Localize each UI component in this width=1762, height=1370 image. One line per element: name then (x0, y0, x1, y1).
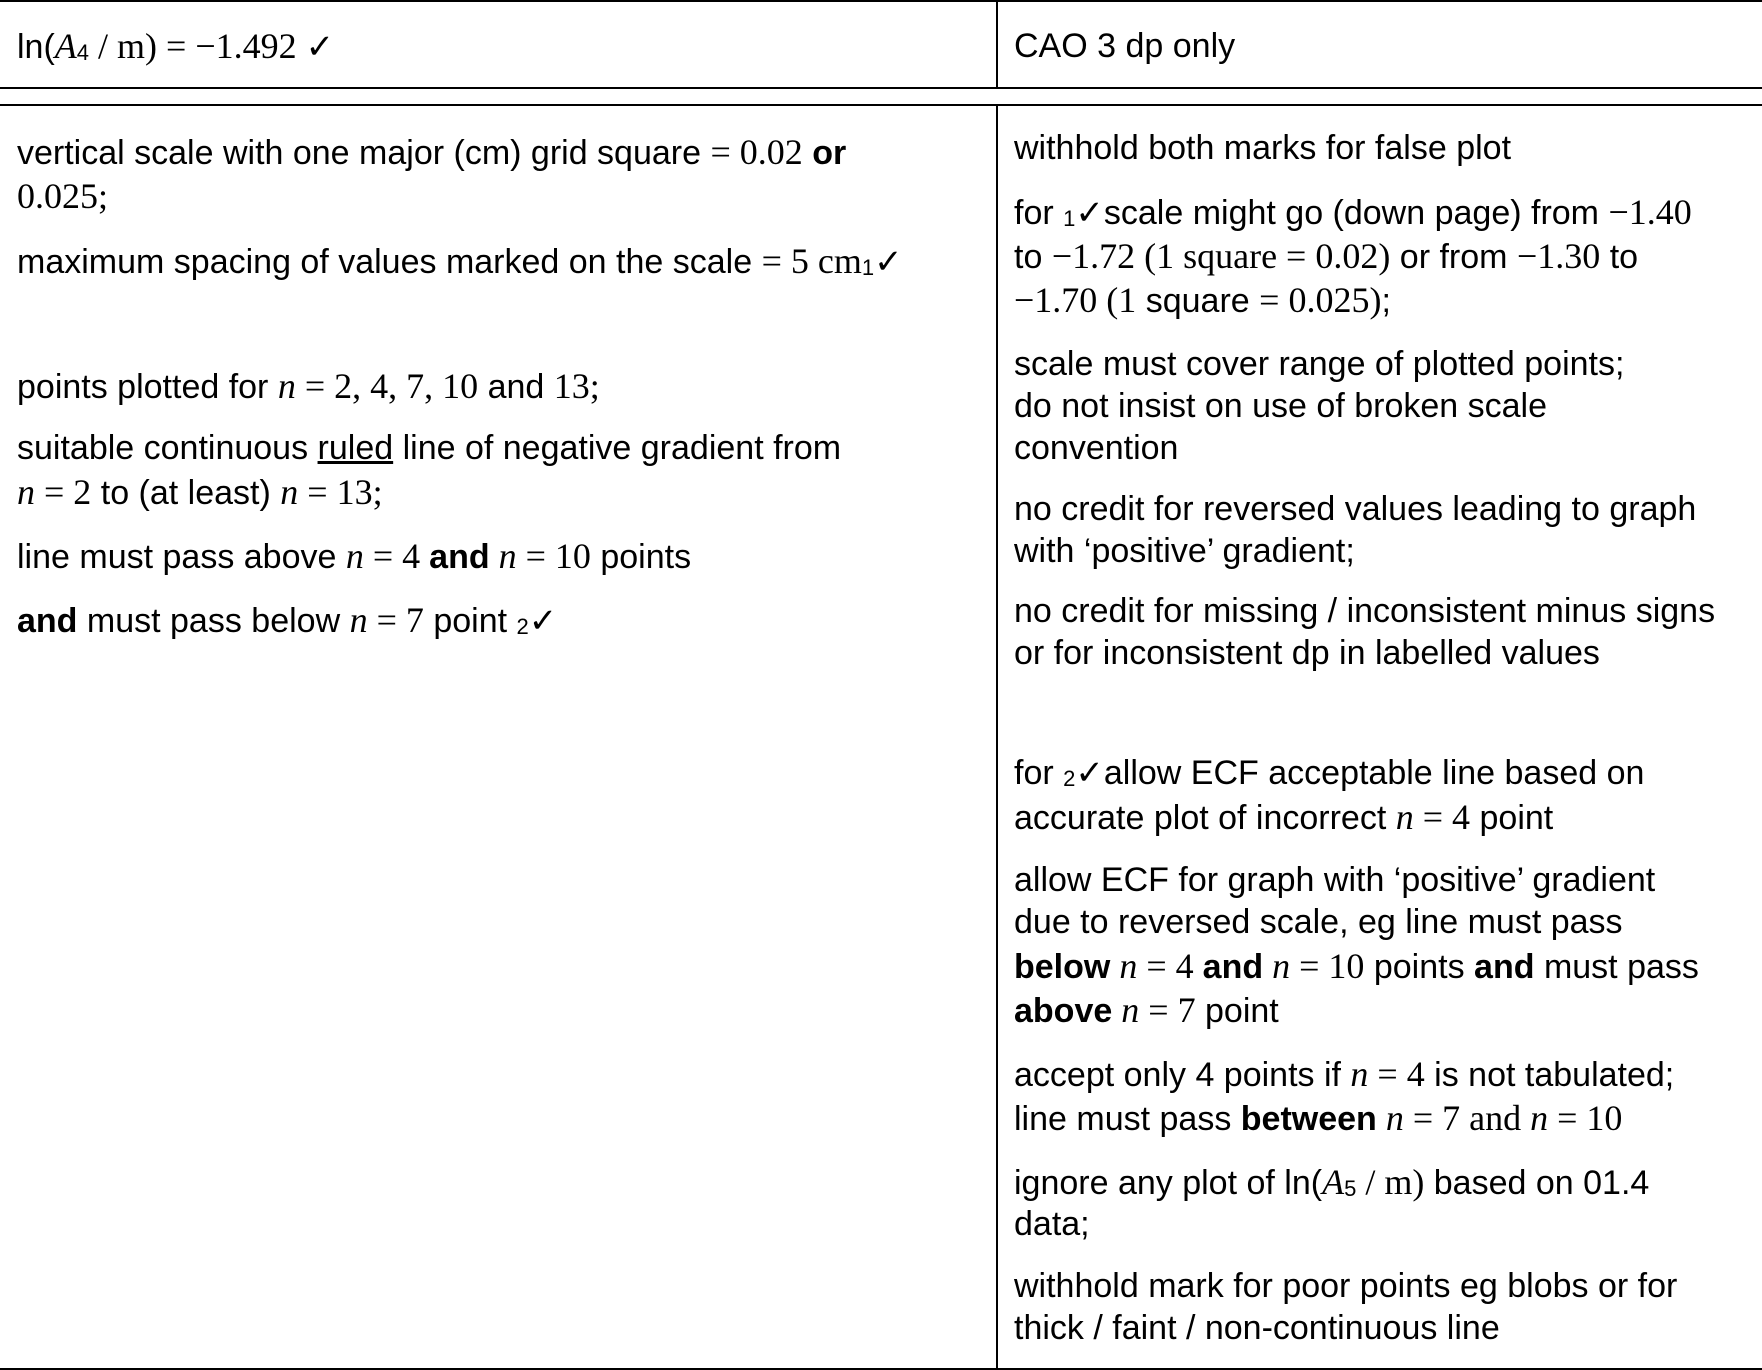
note-positive-2: due to reversed scale, eg line must pass (1014, 903, 1623, 941)
answer-cell (17, 24, 977, 75)
above-line: line must pass above n = 4 and n = 10 points (17, 536, 692, 576)
note-minus-2: or for inconsistent dp in labelled values (1014, 634, 1600, 672)
scale-line-1: vertical scale with one major (cm) grid square = 0.02 or (17, 132, 847, 172)
note-range-3: convention (1014, 429, 1179, 467)
scale-line-2: 0.025; (17, 176, 109, 216)
note-ignore-1: ignore any plot of ln(A5 / m) based on 01.4 (1014, 1162, 1650, 1202)
note-tabulated-1: accept only 4 points if n = 4 is not tabulated; (1014, 1054, 1675, 1094)
note-ignore-2: data; (1014, 1205, 1090, 1243)
note-false-plot: withhold both marks for false plot (1014, 129, 1512, 167)
note-scale-3: −1.70 (1 square = 0.025); (1014, 280, 1391, 320)
ruled-line-1: suitable continuous ruled line of negative gradient from (17, 429, 842, 467)
note-ecf-2: accurate plot of incorrect n = 4 point (1014, 797, 1554, 837)
note-reversed-1: no credit for reversed values leading to graph (1014, 490, 1697, 528)
column-divider (996, 2, 998, 87)
note-positive-3: below n = 4 and n = 10 points and must pass (1014, 946, 1699, 986)
tick-icon: ✓ (528, 602, 558, 640)
note-positive-1: allow ECF for graph with ‘positive’ gradient (1014, 861, 1656, 899)
note-withhold-2: thick / faint / non-continuous line (1014, 1309, 1500, 1347)
note-tabulated-2: line must pass between n = 7 and n = 10 (1014, 1098, 1623, 1138)
note-withhold-1: withhold mark for poor points eg blobs or for (1014, 1267, 1678, 1305)
note-scale-1: for 1✓scale might go (down page) from −1.40 (1014, 192, 1692, 232)
note-positive-4: above n = 7 point (1014, 990, 1279, 1030)
guidance-cell (1014, 24, 1759, 68)
tick-icon: ✓ (1075, 194, 1104, 232)
tick-icon: ✓ (874, 243, 903, 281)
answer-row (0, 0, 1762, 89)
spacing-line: maximum spacing of values marked on the scale = 5 cm1✓ (17, 241, 903, 281)
note-ecf-1: for 2✓allow ECF acceptable line based on (1014, 754, 1645, 792)
ruled-line-2: n = 2 to (at least) n = 13; (17, 472, 383, 512)
marking-row (0, 104, 1762, 1370)
note-range-1: scale must cover range of plotted points; (1014, 345, 1625, 383)
below-line: and must pass below n = 7 point 2✓ (17, 600, 558, 640)
answer-line: ln(A4 / m) = −1.492 ✓ (17, 26, 335, 66)
points-line: points plotted for n = 2, 4, 7, 10 and 13; (17, 366, 600, 406)
tick-icon: ✓ (1075, 754, 1104, 792)
guidance-text: CAO 3 dp only (1014, 27, 1236, 65)
note-reversed-2: with ‘positive’ gradient; (1014, 532, 1355, 570)
tick-icon: ✓ (305, 28, 335, 66)
note-range-2: do not insist on use of broken scale (1014, 387, 1547, 425)
note-scale-2: to −1.72 (1 square = 0.02) or from −1.30 to (1014, 236, 1639, 276)
column-divider (996, 106, 998, 1368)
note-minus-1: no credit for missing / inconsistent minus signs (1014, 592, 1716, 630)
